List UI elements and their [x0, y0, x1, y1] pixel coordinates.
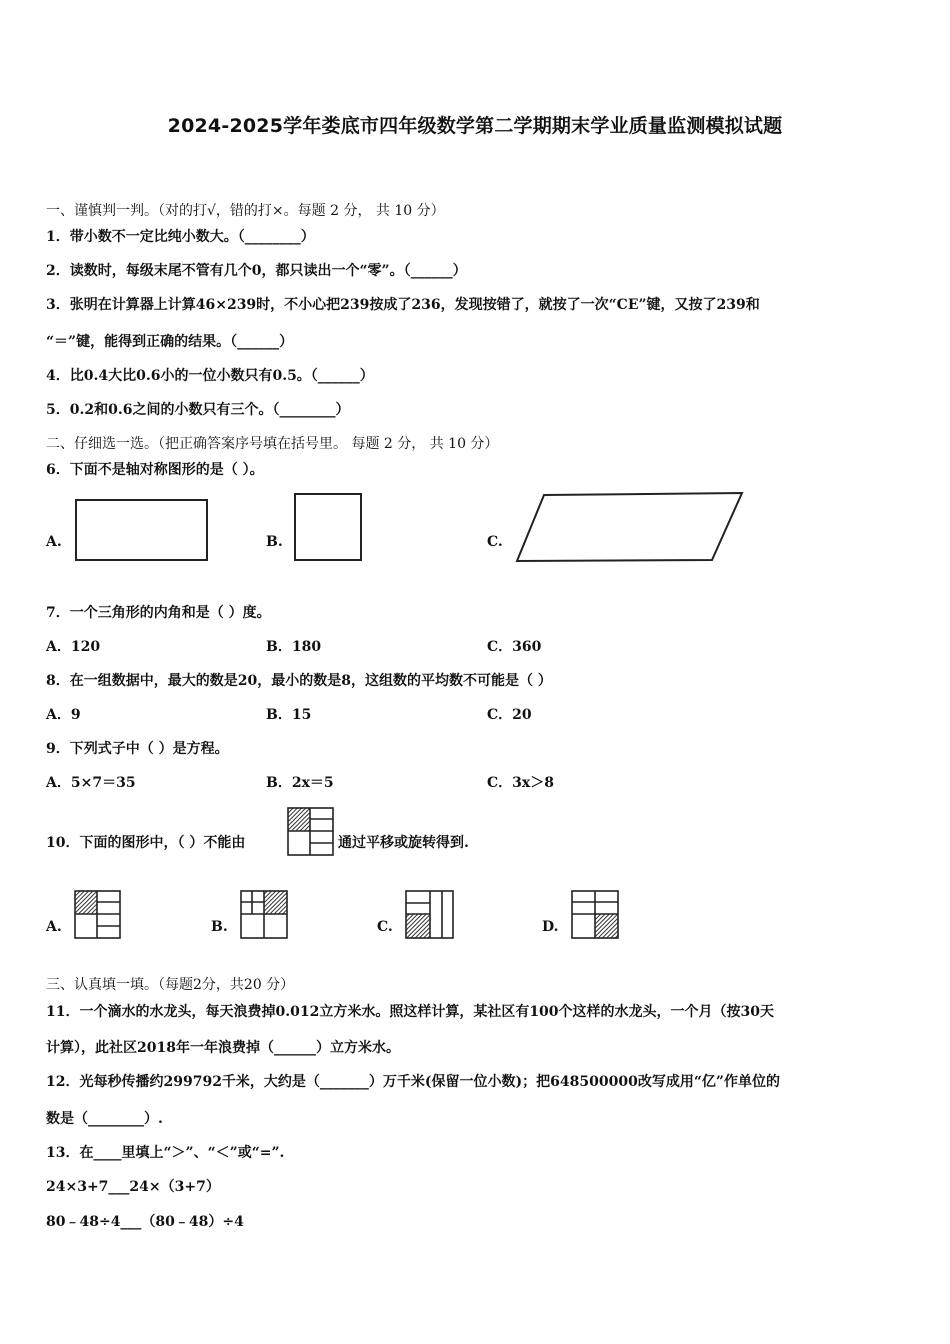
question-13-a: 24×3+7___24×（3+7）	[46, 1179, 220, 1195]
question-5: 5．0.2和0.6之间的小数只有三个。（________）	[46, 402, 350, 418]
q10-option-a-label: A.	[46, 919, 62, 935]
question-7: 7．一个三角形的内角和是（ ）度。	[46, 605, 271, 621]
question-13: 13．在____里填上“＞”、“＜”或“=”.	[46, 1145, 285, 1161]
q6-parallelogram-figure	[512, 488, 748, 568]
question-1: 1．带小数不一定比纯小数大。（________）	[46, 229, 315, 245]
q8-option-b: B．15	[266, 707, 312, 723]
question-10-prefix: 10．下面的图形中，（ ）不能由	[46, 835, 246, 851]
q9-option-c: C．3x＞8	[487, 775, 554, 791]
q6-square-figure	[290, 490, 368, 566]
q7-option-c: C．360	[487, 639, 542, 655]
question-3-line-1: 3．张明在计算器上计算46×239时，不小心把239按成了236，发现按错了，就按了一次“CE”键，又按了239和	[46, 297, 760, 313]
question-11-line-1: 11．一个滴水的水龙头，每天浪费掉0.012立方米水。照这样计算，某社区有100个这样的水龙头，一个月（按30天	[46, 1004, 775, 1020]
question-13-b: 80﹣48÷4___（80﹣48）÷4	[46, 1214, 244, 1230]
q6-rectangle-figure	[70, 495, 215, 565]
q6-option-a-label: A.	[46, 534, 62, 550]
q10-option-b-figure	[239, 889, 291, 941]
q7-option-b: B．180	[266, 639, 322, 655]
question-6: 6．下面不是轴对称图形的是（ ）。	[46, 462, 264, 478]
q10-option-c-figure	[404, 889, 456, 941]
question-11-line-2: 计算），此社区2018年一年浪费掉（______）立方米水。	[46, 1040, 400, 1056]
q10-option-b-label: B.	[211, 919, 228, 935]
q10-option-a-figure	[73, 889, 123, 941]
q6-option-c-label: C.	[487, 534, 503, 550]
q9-option-b: B．2x＝5	[266, 775, 334, 791]
section2-header: 二、仔细选一选。（把正确答案序号填在括号里。 每题 2 分， 共 10 分）	[46, 436, 499, 452]
question-12-line-1: 12．光每秒传播约299792千米，大约是（_______）万千米(保留一位小数)；把648500000改写成用“亿”作单位的	[46, 1074, 780, 1090]
q6-option-b-label: B.	[266, 534, 283, 550]
section1-header: 一、谨慎判一判。（对的打√，错的打×。每题 2 分， 共 10 分）	[46, 203, 445, 219]
question-9: 9．下列式子中（ ）是方程。	[46, 741, 229, 757]
q8-option-c: C．20	[487, 707, 532, 723]
section3-header: 三、认真填一填。（每题2分，共20 分）	[46, 977, 295, 993]
q10-base-figure	[286, 806, 336, 858]
q9-option-a: A．5×7＝35	[46, 775, 136, 791]
q10-option-c-label: C.	[377, 919, 393, 935]
question-3-line-2: “＝”键，能得到正确的结果。（______）	[46, 334, 294, 350]
question-2: 2．读数时，每级末尾不管有几个0，都只读出一个“零”。（______）	[46, 263, 467, 279]
q10-option-d-figure	[570, 889, 622, 941]
q7-option-a: A．120	[46, 639, 101, 655]
q10-option-d-label: D.	[542, 919, 559, 935]
question-8: 8．在一组数据中，最大的数是20，最小的数是8，这组数的平均数不可能是（ ）	[46, 673, 552, 689]
question-10-suffix: 通过平移或旋转得到.	[338, 835, 469, 851]
question-4: 4．比0.4大比0.6小的一位小数只有0.5。（______）	[46, 368, 374, 384]
q8-option-a: A．9	[46, 707, 81, 723]
question-12-line-2: 数是（________）.	[46, 1111, 163, 1127]
page-title: 2024-2025学年娄底市四年级数学第二学期期末学业质量监测模拟试题	[167, 115, 783, 137]
